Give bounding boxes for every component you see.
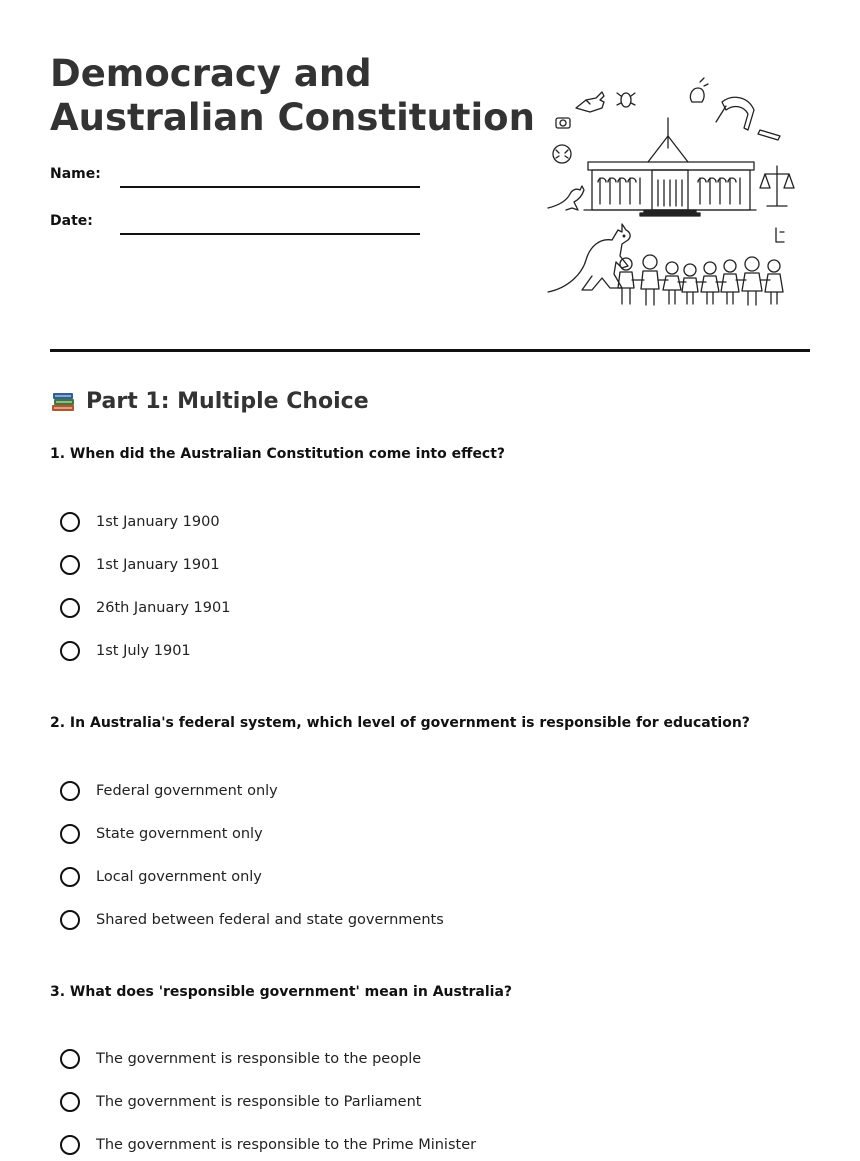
option-label: 1st January 1900 <box>96 514 220 530</box>
radio-button[interactable] <box>60 1135 80 1155</box>
q1-option-b[interactable] <box>60 552 220 578</box>
small-kangaroo-icon <box>548 186 584 210</box>
q3-option-b[interactable] <box>60 1089 421 1115</box>
title-line-1: Democracy and <box>50 52 372 95</box>
camera-icon <box>556 118 570 128</box>
radio-button[interactable] <box>60 512 80 532</box>
pointing-hand-icon <box>576 92 604 112</box>
q2-option-a[interactable] <box>60 778 278 804</box>
radio-button[interactable] <box>60 824 80 844</box>
name-label: Name: <box>50 166 101 182</box>
option-label: 1st January 1901 <box>96 557 220 573</box>
question-3: 3. What does 'responsible government' mean in Australia? <box>50 984 513 1000</box>
name-field[interactable] <box>120 186 420 188</box>
radio-button[interactable] <box>60 1092 80 1112</box>
date-field[interactable] <box>120 233 420 235</box>
option-label: The government is responsible to the people <box>96 1051 422 1067</box>
children-row <box>618 255 783 305</box>
worksheet-title <box>50 52 535 140</box>
q1-option-d[interactable] <box>60 638 191 664</box>
boomerang-icon <box>716 97 754 130</box>
radio-button[interactable] <box>60 641 80 661</box>
radio-button[interactable] <box>60 910 80 930</box>
option-label: 1st July 1901 <box>96 643 191 659</box>
option-label: Shared between federal and state governments <box>96 912 444 928</box>
bug-icon <box>617 93 635 107</box>
glove-icon <box>690 78 708 102</box>
date-label: Date: <box>50 213 93 229</box>
q3-option-c[interactable] <box>60 1132 476 1158</box>
radio-button[interactable] <box>60 781 80 801</box>
radio-button[interactable] <box>60 555 80 575</box>
question-2: 2. In Australia's federal system, which level of government is responsible for education? <box>50 715 750 731</box>
option-label: The government is responsible to the Prime Minister <box>96 1137 477 1153</box>
pencil-icon <box>758 130 780 140</box>
radio-button[interactable] <box>60 598 80 618</box>
option-label: Local government only <box>96 869 262 885</box>
scales-of-justice-icon <box>760 166 794 206</box>
part1-title: Part 1: Multiple Choice <box>86 388 369 414</box>
q1-option-c[interactable] <box>60 595 230 621</box>
part1-heading <box>50 388 369 414</box>
title-line-2: Australian Constitution <box>50 96 535 139</box>
q2-option-b[interactable] <box>60 821 263 847</box>
wreath-icon <box>553 145 571 163</box>
q2-option-d[interactable] <box>60 907 444 933</box>
q1-option-a[interactable] <box>60 509 220 535</box>
parliament-building <box>584 118 756 216</box>
kangaroo-figure <box>548 224 630 292</box>
radio-button[interactable] <box>60 867 80 887</box>
question-1: 1. When did the Australian Constitution come into effect? <box>50 446 506 462</box>
books-icon <box>50 388 76 414</box>
q2-option-c[interactable] <box>60 864 262 890</box>
option-label: State government only <box>96 826 263 842</box>
option-label: 26th January 1901 <box>96 600 231 616</box>
option-label: Federal government only <box>96 783 278 799</box>
q3-option-a[interactable] <box>60 1046 421 1072</box>
radio-button[interactable] <box>60 1049 80 1069</box>
option-label: The government is responsible to Parliament <box>96 1094 422 1110</box>
header-divider <box>50 349 810 352</box>
parliament-house-illustration <box>540 70 800 315</box>
bench-icon <box>776 228 784 242</box>
